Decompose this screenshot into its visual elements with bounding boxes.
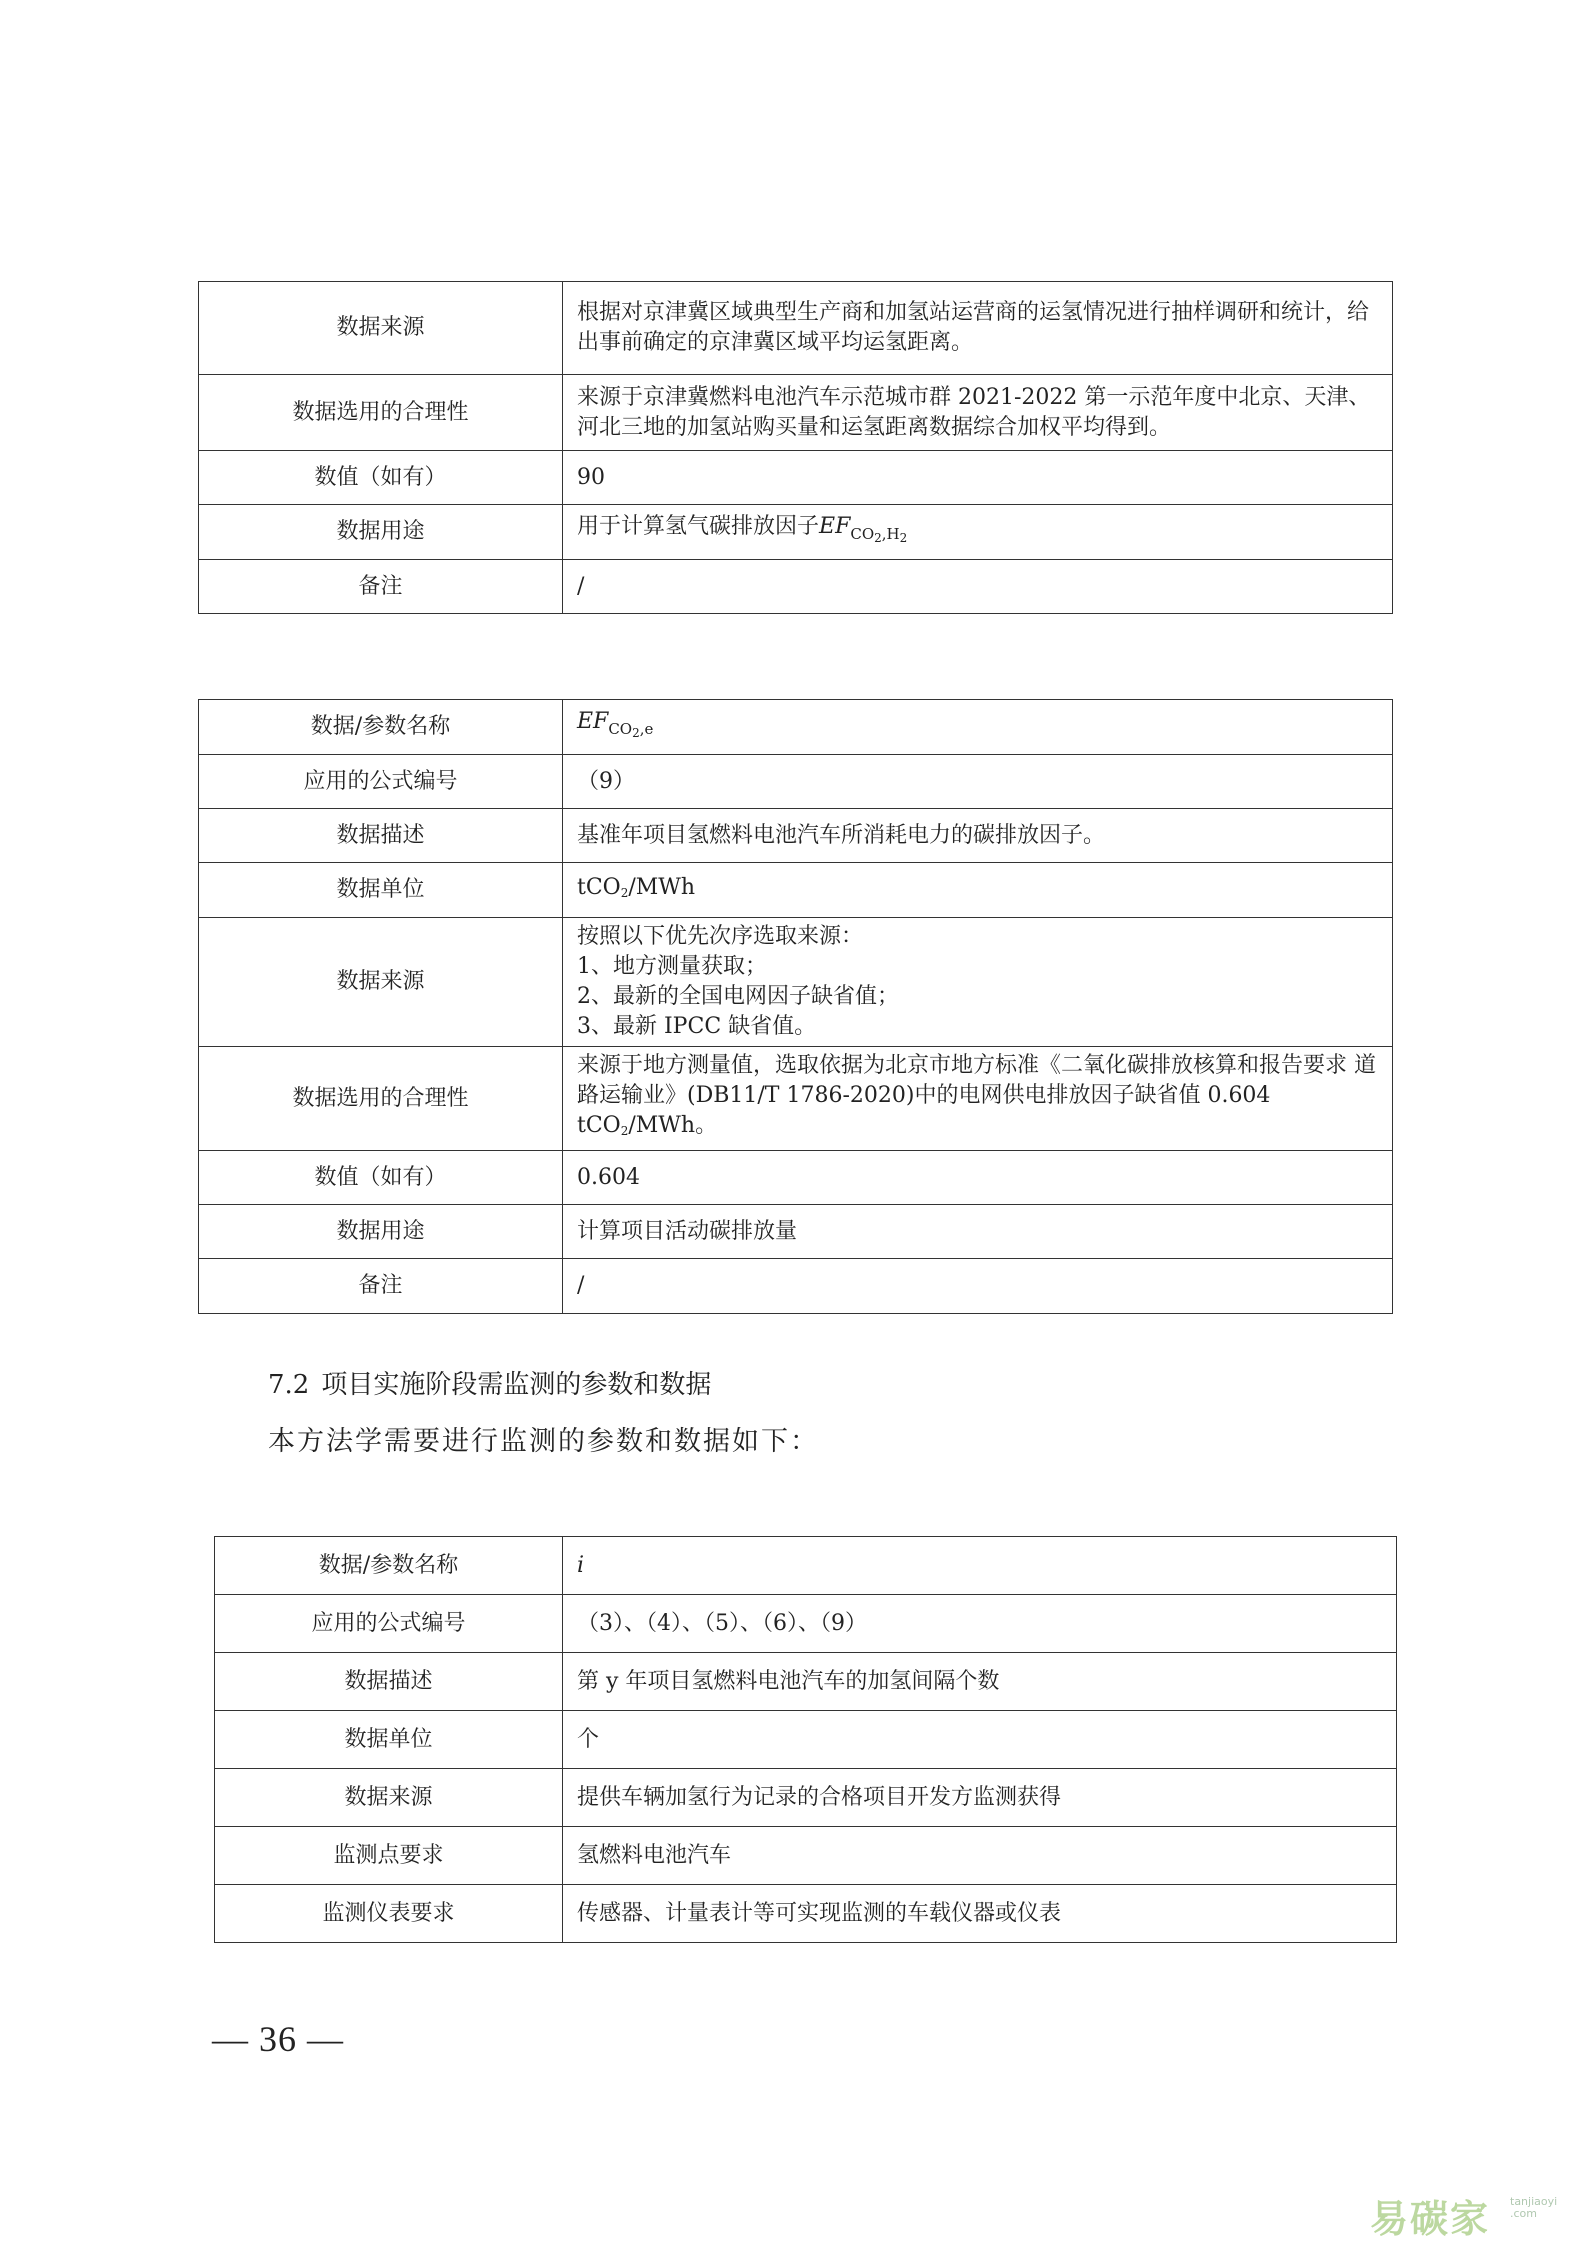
- table-row: [199, 375, 1393, 451]
- formula-symbol: EF: [577, 708, 609, 734]
- row-label: 数据来源: [199, 918, 563, 1047]
- table-row: [199, 1259, 1393, 1314]
- row-value: tCO2/MWh: [563, 863, 1393, 918]
- row-value: （9）: [563, 755, 1393, 809]
- row-value: 传感器、计量表计等可实现监测的车载仪器或仪表: [563, 1885, 1397, 1943]
- table-row: [199, 560, 1393, 614]
- row-label: 数据用途: [199, 1205, 563, 1259]
- row-value: 按照以下优先次序选取来源： 1、地方测量获取； 2、最新的全国电网因子缺省值； 3、最新 IPCC 缺省值。: [563, 918, 1393, 1047]
- row-value: /: [563, 1259, 1393, 1314]
- row-value: 来源于地方测量值，选取依据为北京市地方标准《二氧化碳排放核算和报告要求 道路运输业》(DB11/T 1786-2020)中的电网供电排放因子缺省值 0.604 tCO2/MWh。: [563, 1047, 1393, 1151]
- row-value: 氢燃料电池汽车: [563, 1827, 1397, 1885]
- table-row: [215, 1711, 1397, 1769]
- row-value: 计算项目活动碳排放量: [563, 1205, 1393, 1259]
- row-value: i: [563, 1537, 1397, 1595]
- row-label: 备注: [199, 560, 563, 614]
- table-row: [199, 505, 1393, 560]
- row-label: 数据/参数名称: [215, 1537, 563, 1595]
- row-label: 数据单位: [199, 863, 563, 918]
- row-label: 数据选用的合理性: [199, 1047, 563, 1151]
- row-label: 数据选用的合理性: [199, 375, 563, 451]
- row-label: 数值（如有）: [199, 1151, 563, 1205]
- row-label: 监测仪表要求: [215, 1885, 563, 1943]
- monitoring-table: [214, 1536, 1397, 1943]
- row-label: 监测点要求: [215, 1827, 563, 1885]
- row-value: 根据对京津冀区域典型生产商和加氢站运营商的运氢情况进行抽样调研和统计，给出事前确定的京津冀区域平均运氢距离。: [563, 282, 1393, 375]
- table-row: [215, 1595, 1397, 1653]
- table-row: [199, 282, 1393, 375]
- table-row: [199, 918, 1393, 1047]
- table-row: [199, 1205, 1393, 1259]
- table-row: [199, 1047, 1393, 1151]
- row-label: 数据用途: [199, 505, 563, 560]
- table-row: [199, 451, 1393, 505]
- row-label: 数据来源: [215, 1769, 563, 1827]
- page-number: — 36 —: [212, 2019, 344, 2059]
- row-label: 数据描述: [215, 1653, 563, 1711]
- formula-subscript: CO2,e: [608, 719, 654, 740]
- row-value: 来源于京津冀燃料电池汽车示范城市群 2021-2022 第一示范年度中北京、天津、河北三地的加氢站购买量和运氢距离数据综合加权平均得到。: [563, 375, 1393, 451]
- row-value: （3）、（4）、（5）、（6）、（9）: [563, 1595, 1397, 1653]
- table-row: [199, 700, 1393, 755]
- watermark-url: tanjiaoyi .com: [1510, 2195, 1558, 2220]
- table-row: [215, 1769, 1397, 1827]
- row-label: 数据描述: [199, 809, 563, 863]
- table-row: [215, 1827, 1397, 1885]
- data-table-2: [198, 699, 1393, 1314]
- row-value: [563, 505, 1393, 560]
- watermark-logo: [1370, 2188, 1570, 2240]
- section-heading: [268, 1364, 711, 1401]
- table-row: [199, 863, 1393, 918]
- row-label: 数据单位: [215, 1711, 563, 1769]
- table-row: [215, 1653, 1397, 1711]
- table-row: [199, 1151, 1393, 1205]
- table-row: [215, 1537, 1397, 1595]
- table-row: [199, 755, 1393, 809]
- row-value: 基准年项目氢燃料电池汽车所消耗电力的碳排放因子。: [563, 809, 1393, 863]
- row-value: 个: [563, 1711, 1397, 1769]
- row-value: 第 y 年项目氢燃料电池汽车的加氢间隔个数: [563, 1653, 1397, 1711]
- table-row: [199, 809, 1393, 863]
- formula-symbol: EF: [819, 513, 851, 539]
- value-text: 用于计算氢气碳排放因子: [577, 513, 820, 539]
- section-title: 项目实施阶段需监测的参数和数据: [321, 1370, 712, 1400]
- row-label: 应用的公式编号: [215, 1595, 563, 1653]
- watermark-text: 易碳家: [1370, 2197, 1491, 2241]
- data-table-1: [198, 281, 1393, 614]
- section-number: 7.2: [268, 1370, 310, 1400]
- row-label: 数据/参数名称: [199, 700, 563, 755]
- row-value: [563, 700, 1393, 755]
- section-intro: 本方法学需要进行监测的参数和数据如下：: [268, 1426, 819, 1457]
- row-label: 备注: [199, 1259, 563, 1314]
- row-value: 0.604: [563, 1151, 1393, 1205]
- row-value: 提供车辆加氢行为记录的合格项目开发方监测获得: [563, 1769, 1397, 1827]
- row-value: /: [563, 560, 1393, 614]
- row-value: 90: [563, 451, 1393, 505]
- formula-subscript: CO2,H2: [850, 524, 908, 545]
- row-label: 数据来源: [199, 282, 563, 375]
- table-row: [215, 1885, 1397, 1943]
- row-label: 数值（如有）: [199, 451, 563, 505]
- row-label: 应用的公式编号: [199, 755, 563, 809]
